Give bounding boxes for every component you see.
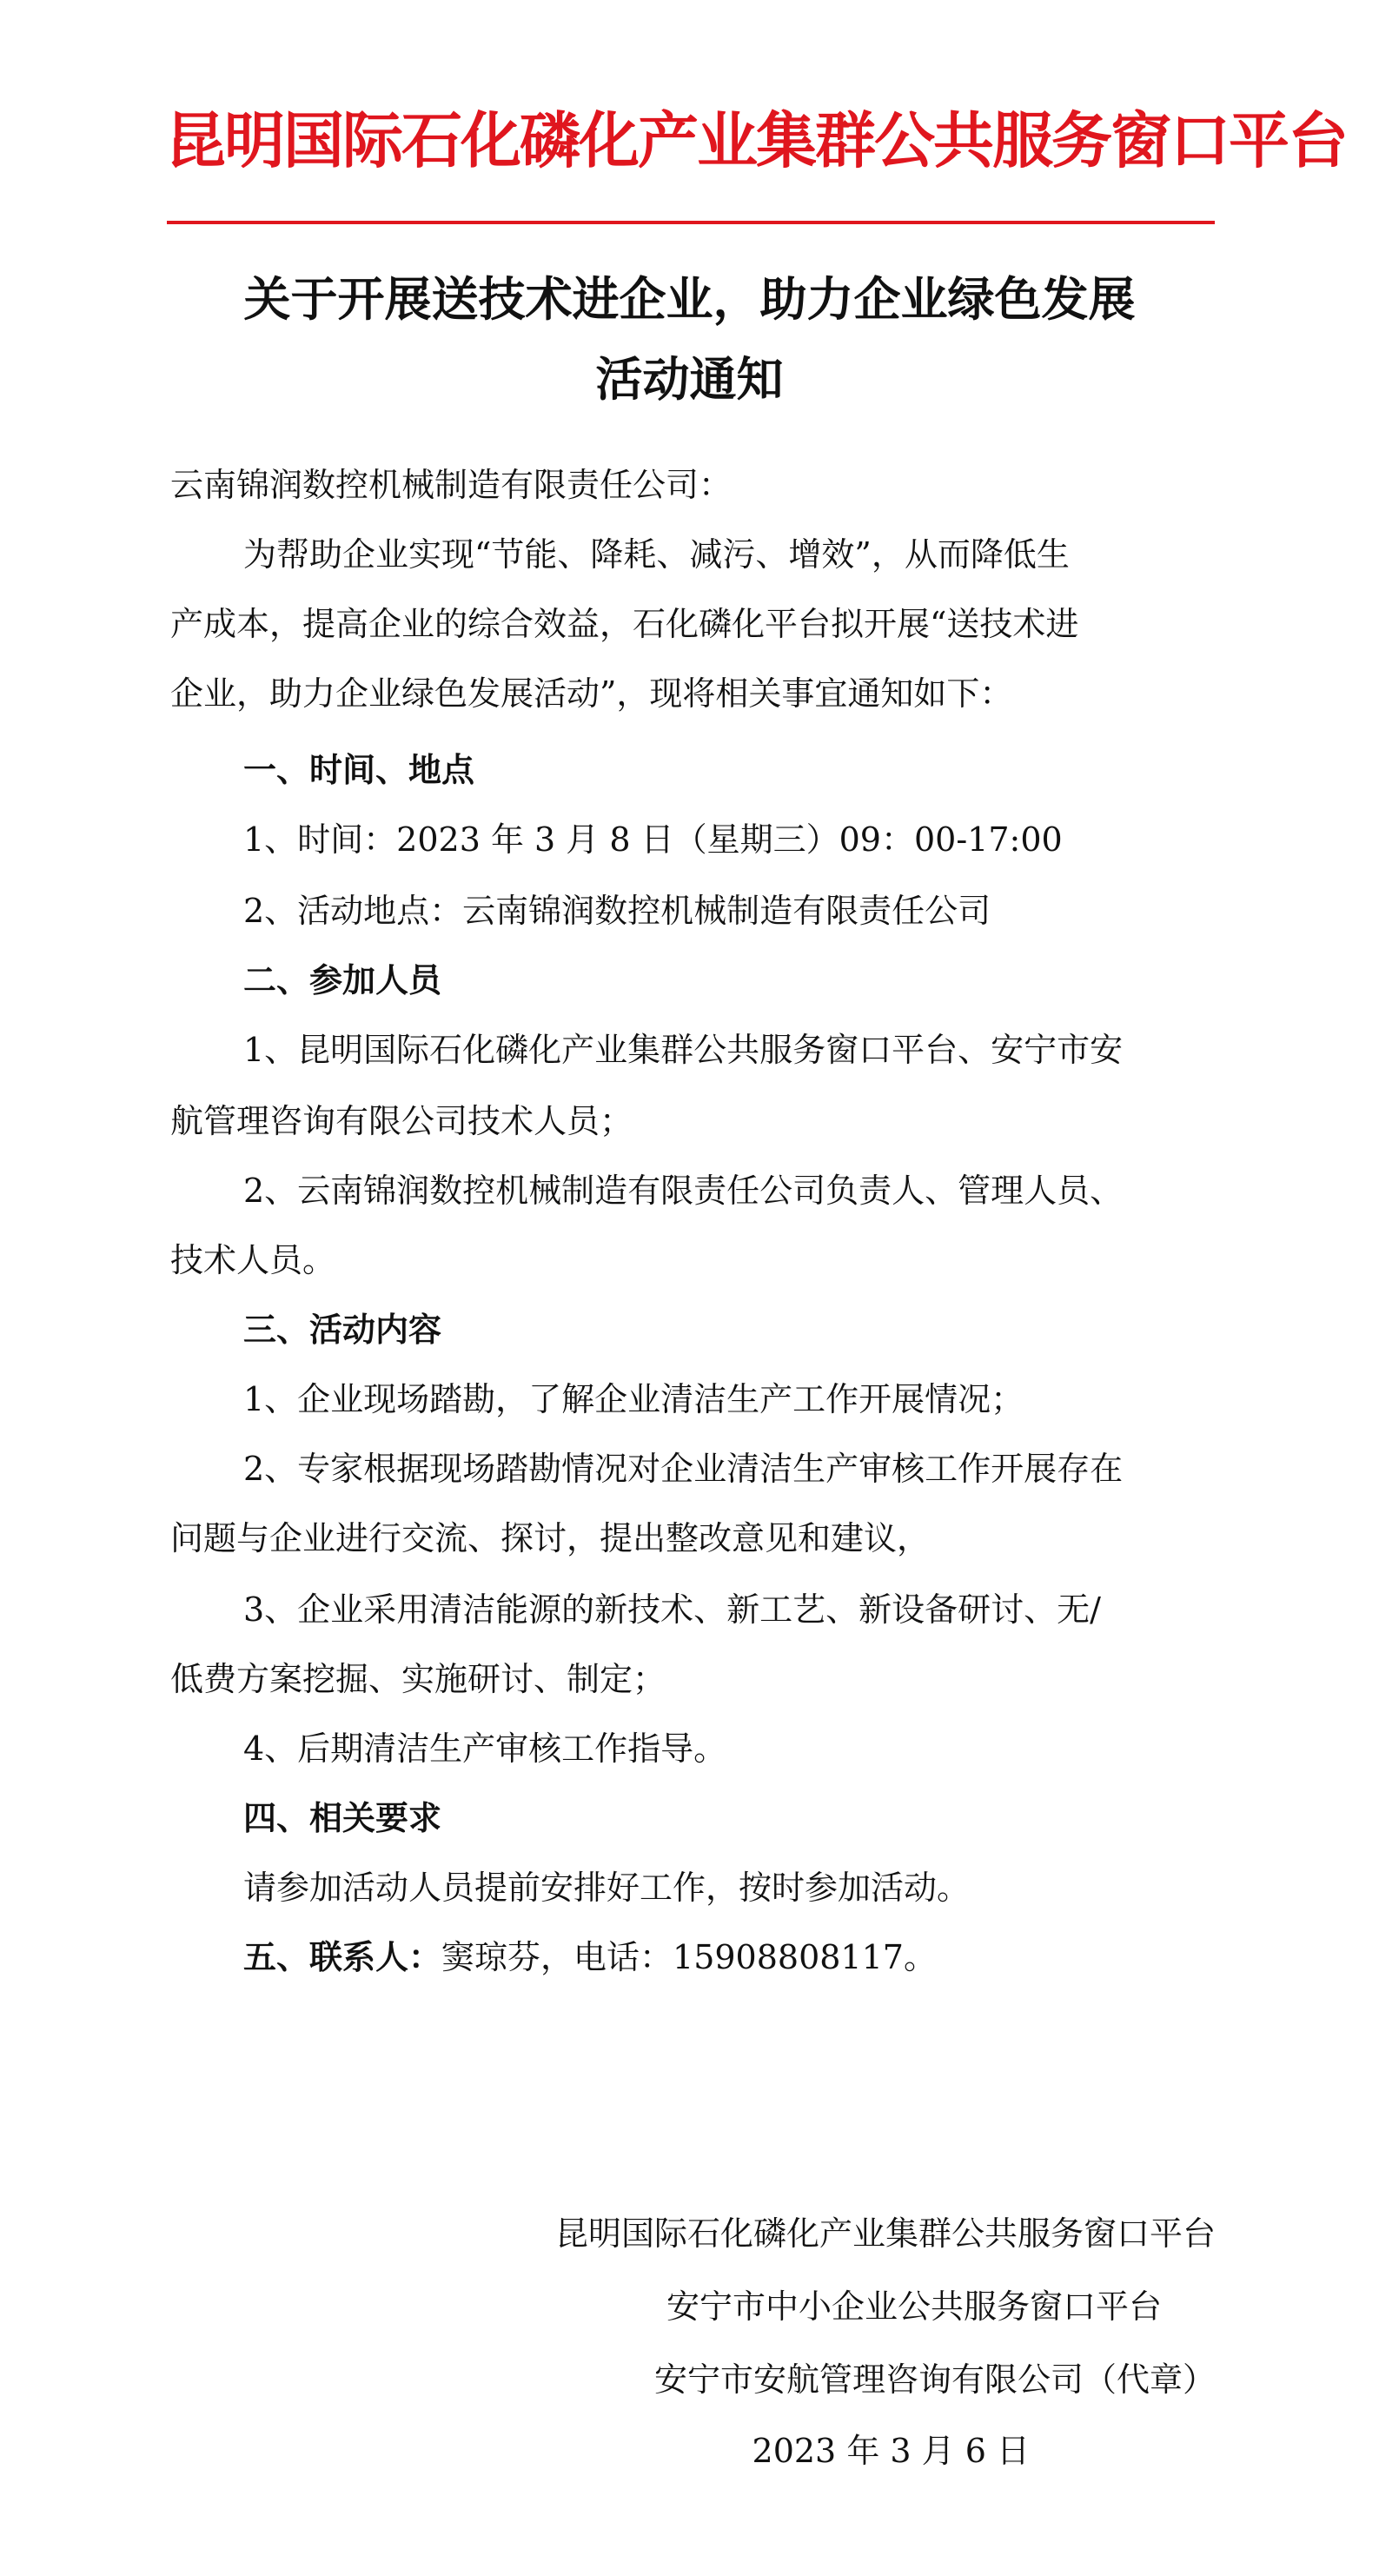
signature-org-1: 昆明国际石化磷化产业集群公共服务窗口平台: [554, 2214, 1216, 2253]
intro-line-1: 为帮助企业实现“节能、降耗、减污、增效”，从而降低生: [243, 535, 1070, 574]
masthead-red-rule: [167, 221, 1215, 224]
section-2-heading: 二、参加人员: [243, 961, 442, 999]
section-3-item-4: 4、后期清洁生产审核工作指导。: [243, 1730, 727, 1768]
document-title-line-2: 活动通知: [595, 351, 784, 407]
section-2-item-2-line-2: 技术人员。: [170, 1241, 336, 1279]
intro-line-3: 企业，助力企业绿色发展活动”，现将相关事宜通知如下：: [170, 674, 1013, 713]
section-3-item-3-line-2: 低费方案挖掘、实施研讨、制定；: [170, 1660, 666, 1698]
section-2-item-1-line-1: 1、昆明国际石化磷化产业集群公共服务窗口平台、安宁市安: [243, 1031, 1124, 1069]
section-5-text: 窦琼芬，电话：15908808117。: [441, 1938, 937, 1976]
signature-org-3: 安宁市安航管理咨询有限公司（代章）: [653, 2360, 1216, 2399]
section-3-heading: 三、活动内容: [243, 1311, 442, 1349]
section-2-item-2-line-1: 2、云南锦润数控机械制造有限责任公司负责人、管理人员、: [243, 1172, 1124, 1210]
section-1-heading: 一、时间、地点: [243, 751, 475, 789]
section-4-text: 请参加活动人员提前安排好工作，按时参加活动。: [243, 1869, 971, 1907]
section-3-item-3-line-1: 3、企业采用清洁能源的新技术、新工艺、新设备研讨、无/: [243, 1590, 1101, 1629]
section-2-item-1-line-2: 航管理咨询有限公司技术人员；: [170, 1102, 633, 1140]
signature-date: 2023 年 3 月 6 日: [752, 2432, 1030, 2470]
intro-line-2: 产成本，提高企业的综合效益，石化磷化平台拟开展“送技术进: [170, 605, 1079, 643]
section-1-item-1: 1、时间：2023 年 3 月 8 日（星期三）09：00-17:00: [243, 820, 1063, 859]
section-5-contact: [243, 1931, 937, 1983]
section-3-item-1: 1、企业现场踏勘，了解企业清洁生产工作开展情况；: [243, 1380, 1024, 1418]
document-title-line-1: 关于开展送技术进企业，助力企业绿色发展: [243, 271, 1136, 327]
section-3-item-2-line-1: 2、专家根据现场踏勘情况对企业清洁生产审核工作开展存在: [243, 1450, 1124, 1488]
section-3-item-2-line-2: 问题与企业进行交流、探讨，提出整改意见和建议，: [170, 1519, 931, 1557]
signature-org-2: 安宁市中小企业公共服务窗口平台: [666, 2287, 1162, 2326]
document-title: [165, 259, 1214, 419]
recipient: 云南锦润数控机械制造有限责任公司：: [170, 466, 733, 504]
section-1-item-2: 2、活动地点：云南锦润数控机械制造有限责任公司: [243, 892, 991, 930]
section-4-heading: 四、相关要求: [243, 1799, 442, 1837]
masthead-title: 昆明国际石化磷化产业集群公共服务窗口平台: [165, 104, 1347, 176]
section-5-heading: 五、联系人：: [243, 1938, 442, 1976]
